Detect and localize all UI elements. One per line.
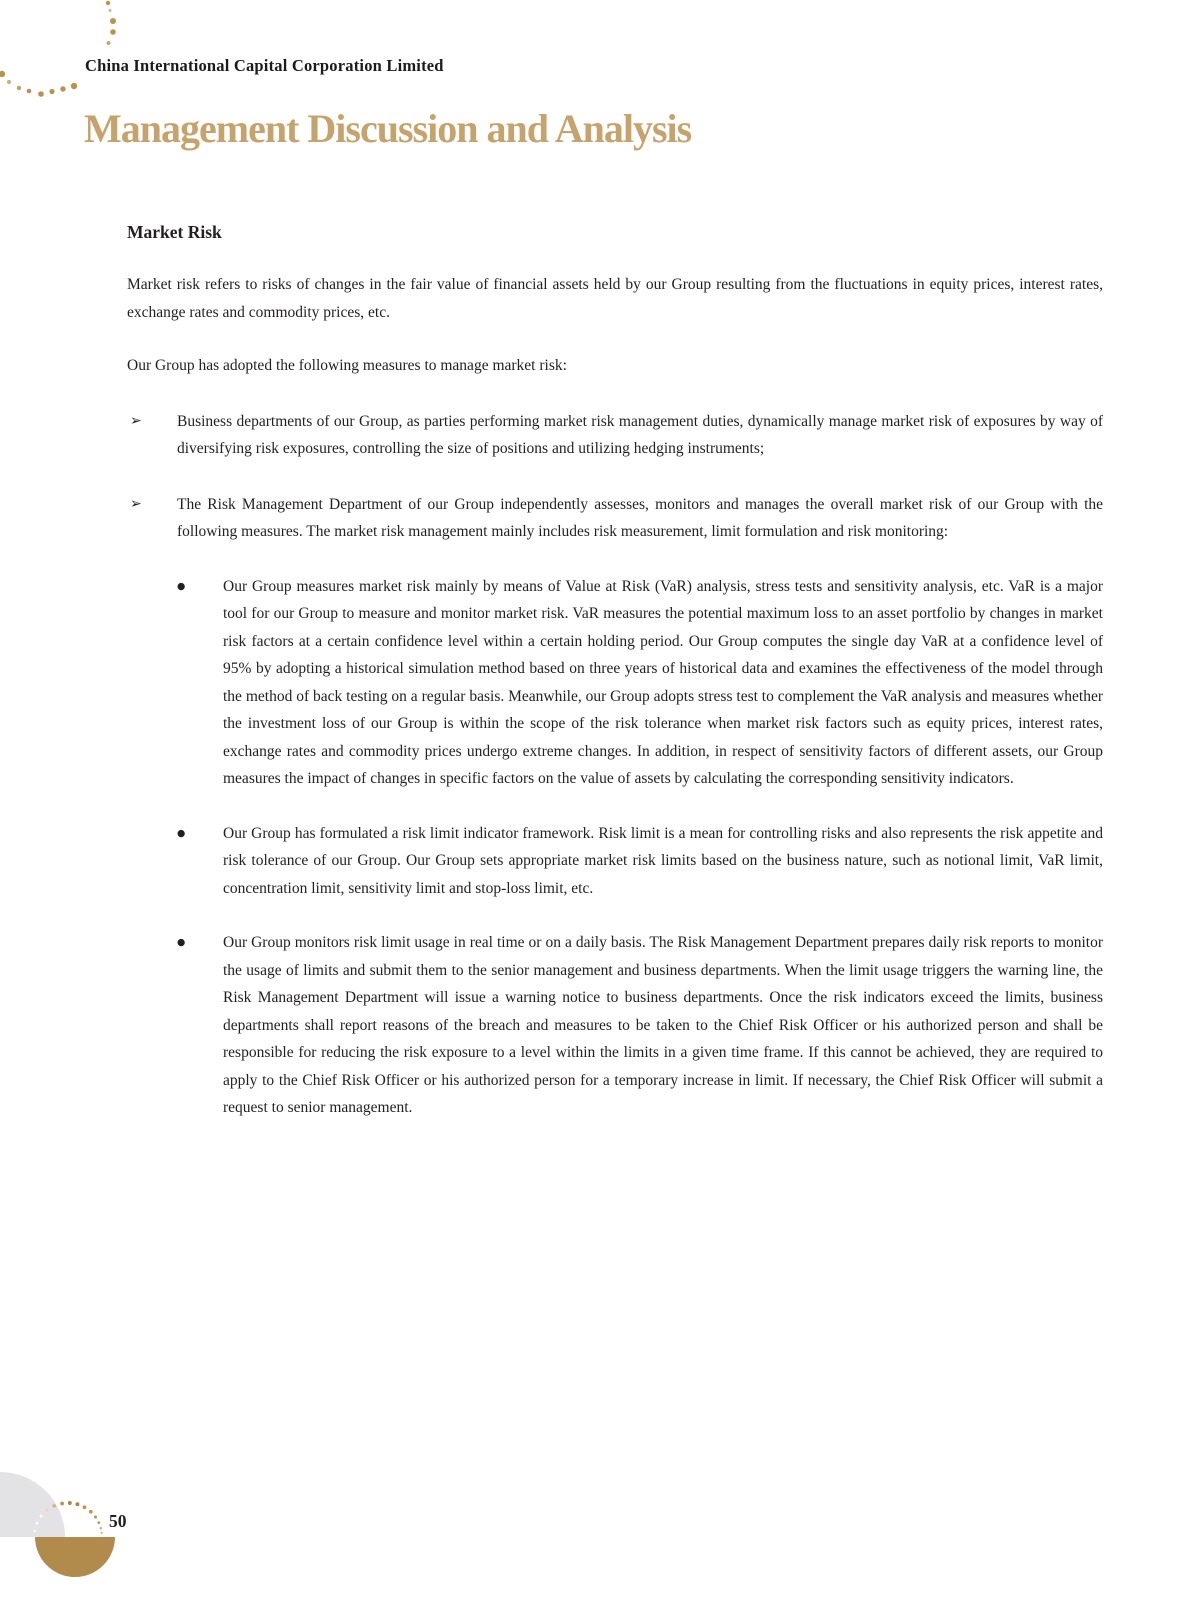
arrow-list-item <box>127 408 1103 463</box>
arrow-bullet-icon: ➢ <box>130 495 142 512</box>
arrow-list-item <box>127 491 1103 546</box>
bullet-list-item <box>127 929 1103 1122</box>
page-title: Management Discussion and Analysis <box>84 106 692 151</box>
dot-bullet-icon: ● <box>177 827 186 839</box>
arrow-bullet-icon: ➢ <box>130 412 142 429</box>
page-number: 50 <box>109 1511 127 1531</box>
bullet-item-text: Our Group has formulated a risk limit indicator framework. Risk limit is a mean for controlling risks and also represents the risk appetite and risk tolerance of our Group. Our Group sets appropriate market risk limits based on the business nature, such as notional limit, VaR limit, concentration limit, sensitivity limit and stop-loss limit, etc. <box>223 824 1103 897</box>
section-heading: Market Risk <box>127 222 222 242</box>
dot-bullet-icon: ● <box>177 937 186 948</box>
intro-paragraph: Market risk refers to risks of changes in the fair value of financial assets held by our Group resulting from the fluctuations in equity prices, interest rates, exchange rates and commodity prices, etc. <box>127 276 1103 321</box>
arrow-item-text: Business departments of our Group, as parties performing market risk management duties, dynamically manage market risk of exposures by way of diversifying risk exposures, controlling the size of positions and utilizing hedging instruments; <box>177 412 1103 457</box>
measures-lead-paragraph: Our Group has adopted the following measures to manage market risk: <box>127 357 567 374</box>
bullet-item-text: Our Group measures market risk mainly by means of Value at Risk (VaR) analysis, stress tests and sensitivity analysis, etc. VaR is a major tool for our Group to measure and monitor market risk. VaR measures the potential maximum loss to an asset portfolio by changes in market risk factors at a certain confidence level within a certain holding period. Our Group computes the single day VaR at a confidence level of 95% by adopting a historical simulation method based on three years of historical data and examines the effectiveness of the model through the method of back testing on a regular basis. Meanwhile, our Group adopts stress test to complement the VaR analysis and measures whether the investment loss of our Group is within the scope of the risk tolerance when market risk factors such as equity prices, interest rates, exchange rates and commodity prices undergo extreme changes. In addition, in respect of sensitivity factors of different assets, our Group measures the impact of changes in specific factors on the value of assets by calculating the corresponding sensitivity indicators. <box>223 577 1103 787</box>
bullet-list-item <box>127 573 1103 793</box>
document-body <box>127 219 1103 1122</box>
decorative-dots-icon <box>0 0 130 105</box>
bullet-list-item <box>127 820 1103 903</box>
dot-bullet-icon: ● <box>177 580 186 592</box>
arrow-item-text: The Risk Management Department of our Group independently assesses, monitors and manages the overall market risk of our Group with the following measures. The market risk management mainly includes risk measurement, limit formulation and risk monitoring: <box>177 495 1103 540</box>
company-name: China International Capital Corporation Limited <box>85 56 444 75</box>
bullet-item-text: Our Group monitors risk limit usage in real time or on a daily basis. The Risk Management Department prepares daily risk reports to monitor the usage of limits and submit them to the senior management and business departments. When the limit usage triggers the warning line, the Risk Management Department will issue a warning notice to business departments. Once the risk indicators exceed the limits, business departments shall report reasons of the breach and measures to be taken to the Chief Risk Officer or his authorized person and shall be responsible for reducing the risk exposure to a level within the limits in a given time frame. If this cannot be achieved, they are required to apply to the Chief Risk Officer or his authorized person for a temporary increase in limit. If necessary, the Chief Risk Officer will submit a request to senior management. <box>223 934 1103 1116</box>
